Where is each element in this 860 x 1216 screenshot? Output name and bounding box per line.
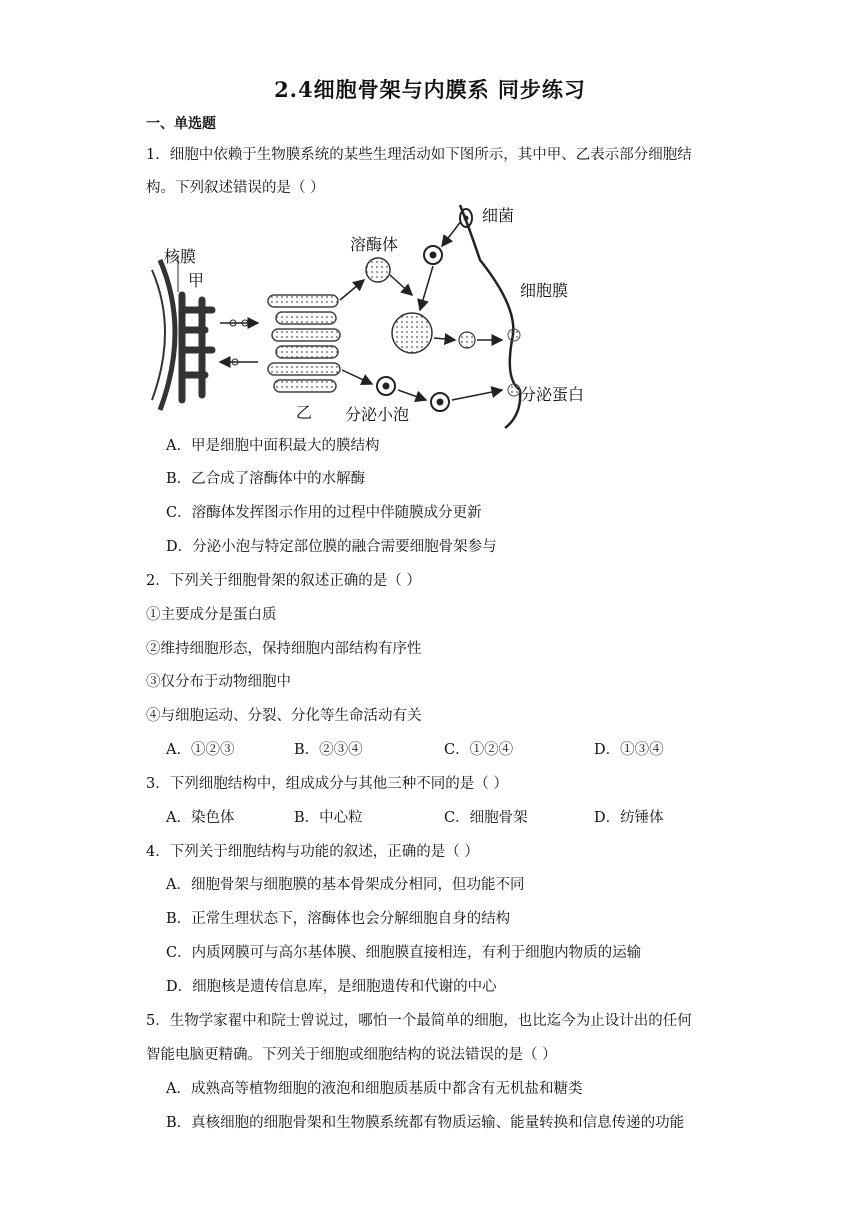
diagram-svg: [150, 200, 600, 430]
q1-stem-line1: 1．细胞中依赖于生物膜系统的某些生理活动如下图所示，其中甲、乙表示部分细胞结: [146, 147, 692, 163]
q3-option-d: D．纺锤体: [594, 810, 664, 826]
secondary-lysosome-shape: [392, 313, 432, 353]
label-jia: 甲: [188, 271, 205, 290]
label-nuclear-membrane: 核膜: [164, 247, 197, 266]
q3-option-a: A．染色体: [166, 810, 235, 826]
q2-item-2: ②维持细胞形态，保持细胞内部结构有序性: [146, 641, 422, 657]
q4-option-d: D．细胞核是遗传信息库，是细胞遗传和代谢的中心: [166, 979, 497, 995]
label-cell-membrane: 细胞膜: [520, 281, 569, 300]
nuclear-membrane-shape: [160, 260, 175, 410]
label-bacteria: 细菌: [482, 206, 515, 225]
q2-option-c: C．①②④: [444, 742, 514, 758]
q2-item-3: ③仅分布于动物细胞中: [146, 674, 291, 690]
q5-option-a: A．成熟高等植物细胞的液泡和细胞质基质中都含有无机盐和糖类: [166, 1081, 583, 1097]
page-title: 2.4细胞骨架与内膜系 同步练习: [274, 77, 586, 102]
q2-option-b: B．②③④: [294, 742, 363, 758]
q1-option-c: C．溶酶体发挥图示作用的过程中伴随膜成分更新: [166, 505, 482, 521]
q2-stem: 2．下列关于细胞骨架的叙述正确的是（ ）: [146, 573, 421, 589]
q3-option-b: B．中心粒: [294, 810, 363, 826]
q4-stem: 4．下列关于细胞结构与功能的叙述，正确的是（ ）: [146, 844, 479, 860]
q5-stem-line2: 智能电脑更精确。下列关于细胞或细胞结构的说法错误的是（ ）: [146, 1047, 557, 1063]
golgi-shape: [268, 295, 340, 392]
q4-option-c: C．内质网膜可与高尔基体膜、细胞膜直接相连，有利于细胞内物质的运输: [166, 945, 642, 961]
q5-option-b: B．真核细胞的细胞骨架和生物膜系统都有物质运输、能量转换和信息传递的功能: [166, 1115, 685, 1131]
q4-option-b: B．正常生理状态下，溶酶体也会分解细胞自身的结构: [166, 911, 511, 927]
label-yi: 乙: [296, 403, 313, 422]
q2-option-d: D．①③④: [594, 742, 664, 758]
section-heading: 一、单选题: [146, 116, 216, 132]
label-lysosome: 溶酶体: [350, 235, 399, 254]
q1-option-b: B．乙合成了溶酶体中的水解酶: [166, 471, 366, 487]
q5-stem-line1: 5．生物学家翟中和院士曾说过，哪怕一个最简单的细胞，也比迄今为止设计出的任何: [146, 1013, 692, 1029]
q1-option-a: A．甲是细胞中面积最大的膜结构: [166, 438, 380, 454]
q1-option-d: D．分泌小泡与特定部位膜的融合需要细胞骨架参与: [166, 539, 497, 555]
q3-option-c: C．细胞骨架: [444, 810, 528, 826]
label-secreted-protein: 分泌蛋白: [520, 385, 585, 404]
q2-option-a: A．①②③: [166, 742, 235, 758]
q1-stem-line2: 构。下列叙述错误的是（ ）: [146, 180, 325, 196]
q2-item-4: ④与细胞运动、分裂、分化等生命活动有关: [146, 708, 422, 724]
q2-item-1: ①主要成分是蛋白质: [146, 607, 277, 623]
er-shape: [182, 295, 212, 400]
label-vesicle: 分泌小泡: [345, 405, 410, 424]
q3-stem: 3．下列细胞结构中，组成成分与其他三种不同的是（ ）: [146, 776, 508, 792]
q4-option-a: A．细胞骨架与细胞膜的基本骨架成分相同，但功能不同: [166, 877, 525, 893]
lysosome-shape: [366, 258, 390, 282]
cell-membrane-system-diagram: [150, 200, 600, 430]
